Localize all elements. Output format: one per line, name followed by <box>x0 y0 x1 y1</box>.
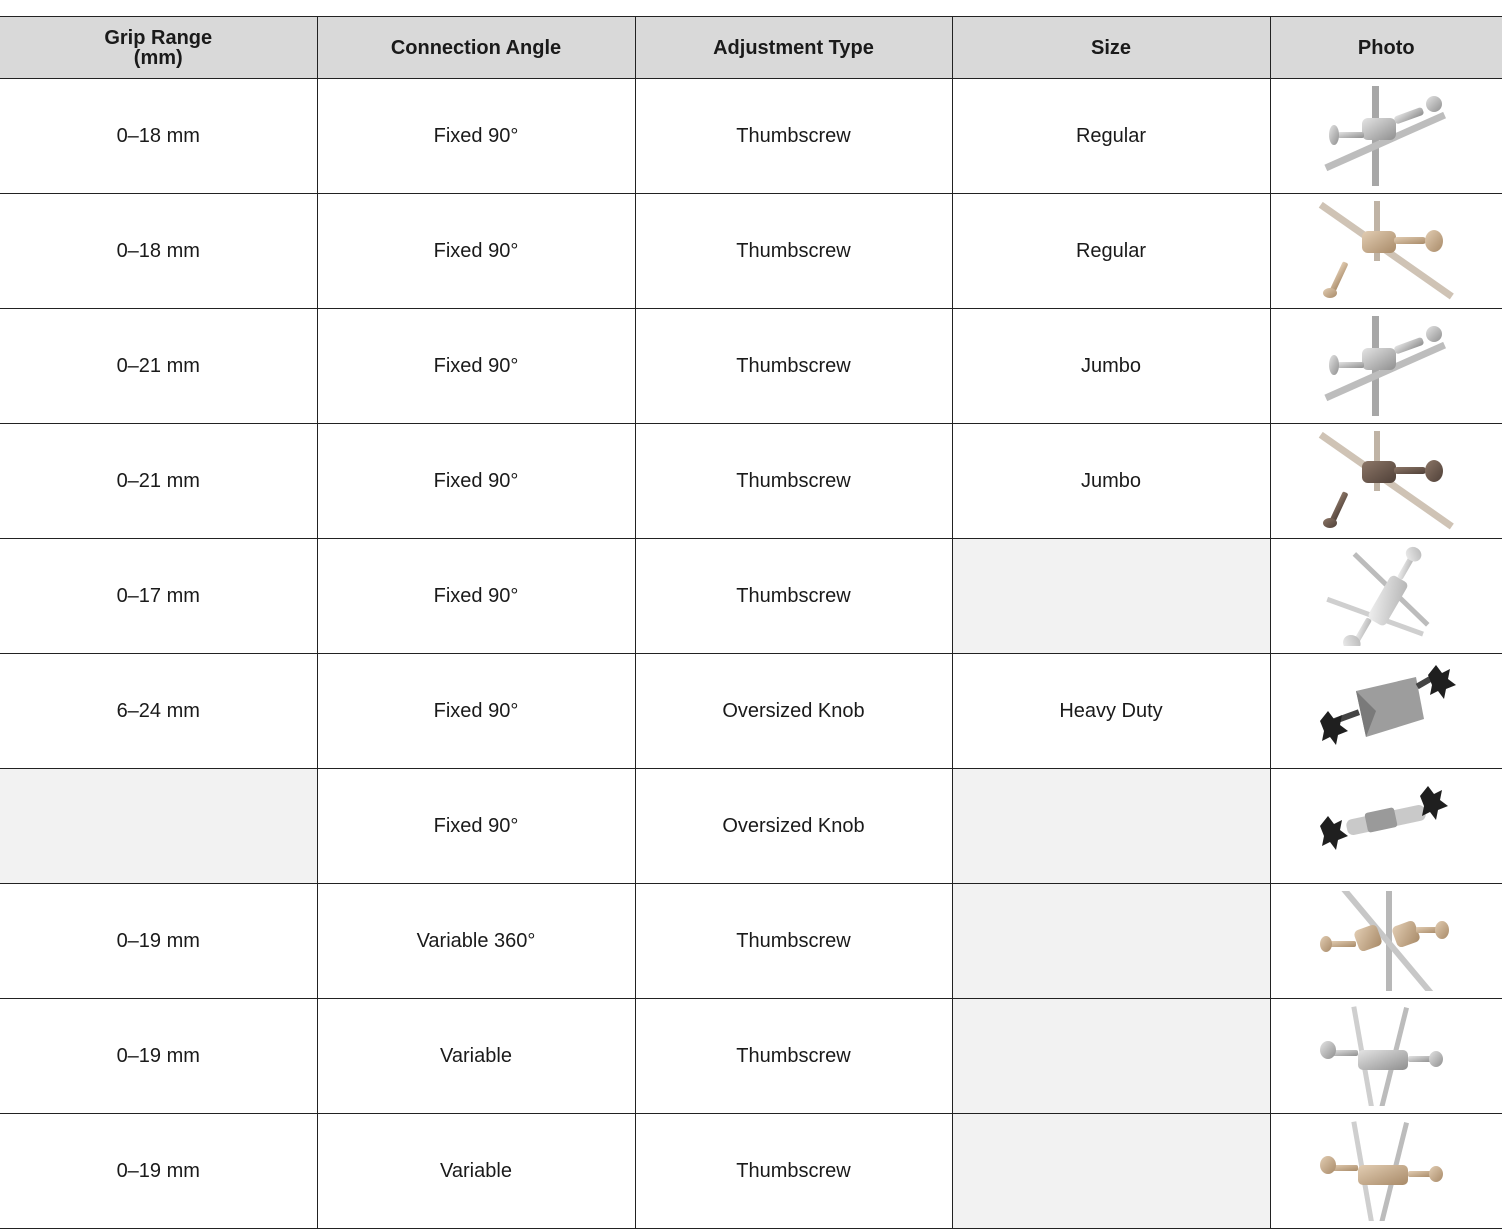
photo-cell <box>1270 654 1502 769</box>
heavy-duty-clamp-icon <box>1316 661 1456 761</box>
swivel-clamp-icon <box>1316 891 1456 991</box>
size-cell: Regular <box>952 79 1270 194</box>
grip-range-cell: 0–18 mm <box>0 79 317 194</box>
connection-angle-cell: Fixed 90° <box>317 539 635 654</box>
clamp-holder-bronze-icon <box>1316 431 1456 531</box>
connection-angle-cell: Fixed 90° <box>317 424 635 539</box>
spec-sheet <box>0 16 1502 1229</box>
connection-angle-cell: Variable <box>317 999 635 1114</box>
grip-range-cell: 0–18 mm <box>0 194 317 309</box>
photo-cell <box>1270 539 1502 654</box>
header-photo: Photo <box>1270 17 1502 79</box>
size-cell: Heavy Duty <box>952 654 1270 769</box>
photo-cell <box>1270 194 1502 309</box>
table-row <box>0 654 1502 769</box>
grip-range-cell: 0–21 mm <box>0 424 317 539</box>
adjustment-type-cell: Oversized Knob <box>635 769 952 884</box>
photo-cell <box>1270 884 1502 999</box>
table-row <box>0 999 1502 1114</box>
header-grip-range-line1: Grip Range <box>104 26 213 49</box>
grip-range-cell: 0–17 mm <box>0 539 317 654</box>
table-row <box>0 309 1502 424</box>
size-cell <box>952 539 1270 654</box>
connection-angle-cell: Fixed 90° <box>317 654 635 769</box>
size-cell <box>952 1114 1270 1229</box>
table-row <box>0 884 1502 999</box>
photo-cell <box>1270 999 1502 1114</box>
grip-range-cell: 0–19 mm <box>0 884 317 999</box>
photo-cell <box>1270 79 1502 194</box>
size-cell: Regular <box>952 194 1270 309</box>
table-row <box>0 769 1502 884</box>
connection-angle-cell: Fixed 90° <box>317 79 635 194</box>
cross-clamp-silver-icon <box>1316 1006 1456 1106</box>
grip-range-cell <box>0 769 317 884</box>
table-row <box>0 79 1502 194</box>
size-cell: Jumbo <box>952 424 1270 539</box>
table-row <box>0 194 1502 309</box>
adjustment-type-cell: Thumbscrew <box>635 424 952 539</box>
header-size: Size <box>952 17 1270 79</box>
connection-angle-cell: Fixed 90° <box>317 309 635 424</box>
size-cell: Jumbo <box>952 309 1270 424</box>
clamp-holder-silver-icon <box>1316 316 1456 416</box>
clamp-holder-brass-icon <box>1316 201 1456 301</box>
header-row <box>0 17 1502 79</box>
header-grip-range <box>0 17 317 79</box>
grip-range-cell: 0–19 mm <box>0 1114 317 1229</box>
adjustment-type-cell: Thumbscrew <box>635 194 952 309</box>
table-row <box>0 424 1502 539</box>
connection-angle-cell: Variable <box>317 1114 635 1229</box>
size-cell <box>952 884 1270 999</box>
photo-cell <box>1270 309 1502 424</box>
connection-angle-cell: Fixed 90° <box>317 769 635 884</box>
grip-range-cell: 6–24 mm <box>0 654 317 769</box>
photo-cell <box>1270 769 1502 884</box>
adjustment-type-cell: Thumbscrew <box>635 79 952 194</box>
adjustment-type-cell: Thumbscrew <box>635 309 952 424</box>
double-knob-clamp-icon <box>1316 776 1456 876</box>
photo-cell <box>1270 424 1502 539</box>
connection-angle-cell: Fixed 90° <box>317 194 635 309</box>
table-row <box>0 1114 1502 1229</box>
clamp-holder-light-icon <box>1316 546 1456 646</box>
adjustment-type-cell: Thumbscrew <box>635 999 952 1114</box>
connection-angle-cell: Variable 360° <box>317 884 635 999</box>
adjustment-type-cell: Thumbscrew <box>635 1114 952 1229</box>
header-connection-angle: Connection Angle <box>317 17 635 79</box>
adjustment-type-cell: Thumbscrew <box>635 884 952 999</box>
size-cell <box>952 999 1270 1114</box>
photo-cell <box>1270 1114 1502 1229</box>
size-cell <box>952 769 1270 884</box>
grip-range-cell: 0–21 mm <box>0 309 317 424</box>
clamp-holder-silver-icon <box>1316 86 1456 186</box>
grip-range-cell: 0–19 mm <box>0 999 317 1114</box>
table-row <box>0 539 1502 654</box>
header-adjustment-type: Adjustment Type <box>635 17 952 79</box>
adjustment-type-cell: Oversized Knob <box>635 654 952 769</box>
clamp-holder-table <box>0 16 1502 1229</box>
cross-clamp-brass-icon <box>1316 1121 1456 1221</box>
header-grip-range-line2: (mm) <box>133 46 183 69</box>
adjustment-type-cell: Thumbscrew <box>635 539 952 654</box>
